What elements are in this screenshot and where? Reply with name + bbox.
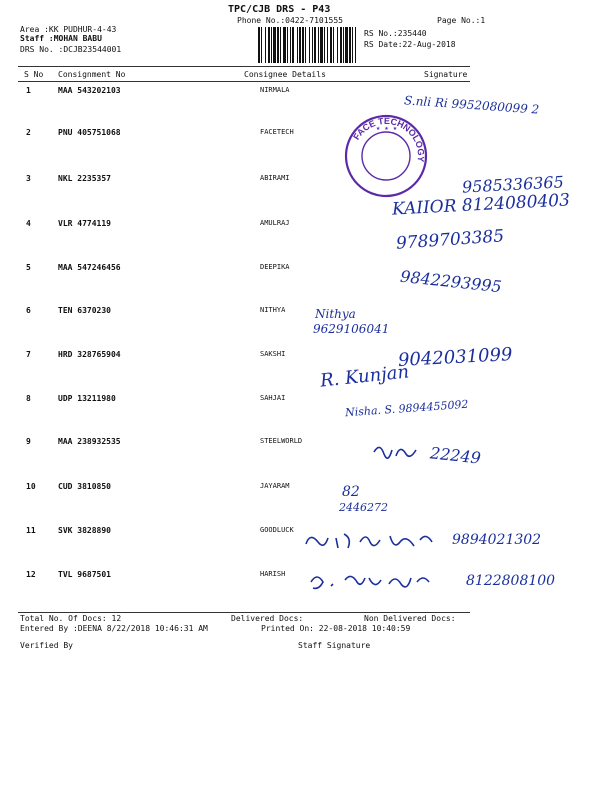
printed-on: Printed On: 22-08-2018 10:40:59 — [261, 624, 411, 633]
signature-row-9: 22249 — [429, 443, 482, 468]
barcode-bar — [355, 27, 356, 63]
barcode-bar — [273, 27, 276, 63]
signature-row-12: 8122808100 — [466, 573, 556, 589]
signature-row-8: Nisha. S. 9894455092 — [344, 397, 469, 420]
company-stamp — [342, 112, 430, 200]
row-consignee: JAYARAM — [260, 482, 290, 490]
stamp-text: FACE TECHNOLOGY — [351, 115, 427, 163]
barcode-bar — [299, 27, 301, 63]
rs-date: RS Date:22-Aug-2018 — [364, 40, 456, 49]
row-consignee: DEEPIKA — [260, 263, 290, 271]
row-sno: 12 — [26, 570, 36, 579]
barcode-bar — [343, 27, 344, 63]
barcode-bar — [333, 27, 334, 63]
signature-scribble-row-9 — [370, 438, 430, 468]
table-row — [18, 482, 470, 524]
document-title: TPC/CJB DRS - P43 — [228, 4, 331, 15]
total-docs: Total No. Of Docs: 12 — [20, 614, 122, 623]
page-number: Page No.:1 — [437, 16, 486, 25]
signature-row-10b: 2446272 — [339, 501, 388, 514]
row-consignment: SVK 3828890 — [58, 526, 111, 535]
row-sno: 9 — [26, 437, 31, 446]
phone-number: Phone No.:0422-7101555 — [237, 16, 343, 25]
barcode-bar — [340, 27, 342, 63]
row-consignee: HARISH — [260, 570, 286, 578]
row-consignment: PNU 405751068 — [58, 128, 121, 137]
header-bottom-rule — [18, 81, 470, 82]
barcode-bar — [271, 27, 272, 63]
row-consignment: TEN 6370230 — [58, 306, 111, 315]
row-sno: 1 — [26, 86, 31, 95]
rs-number: RS No.:235440 — [364, 29, 427, 38]
row-sno: 7 — [26, 350, 31, 359]
barcode-bar — [292, 27, 294, 63]
barcode-bar — [320, 27, 323, 63]
barcode-bar — [345, 27, 348, 63]
col-sno: S No — [24, 70, 44, 79]
signature-scribble-row-11 — [300, 528, 450, 556]
row-consignee: AMULRAJ — [260, 219, 290, 227]
entered-by: Entered By :DEENA 8/22/2018 10:46:31 AM — [20, 624, 208, 633]
barcode-bar — [277, 27, 279, 63]
signature-row-7a: 9042031099 — [397, 344, 514, 371]
verified-by: Verified By — [20, 641, 73, 650]
row-sno: 5 — [26, 263, 31, 272]
col-consignment: Consignment No — [58, 70, 126, 79]
drs-number: DRS No. :DCJB23544001 — [20, 45, 122, 54]
staff-label: Staff :MOHAN BABU — [20, 34, 102, 43]
barcode-bar — [265, 27, 266, 63]
barcode-bar — [287, 27, 288, 63]
table-row — [18, 306, 470, 348]
barcode-bar — [352, 27, 353, 63]
row-consignment: MAA 547246456 — [58, 263, 121, 272]
barcode-bar — [309, 27, 310, 63]
col-signature: Signature — [424, 70, 468, 79]
barcode-bar — [297, 27, 298, 63]
row-consignment: TVL 9687501 — [58, 570, 111, 579]
signature-row-10a: 82 — [342, 484, 360, 500]
signature-row-7b: R. Kunjan — [319, 361, 410, 392]
signature-row-4: 9789703385 — [395, 226, 505, 254]
barcode-bar — [290, 27, 291, 63]
barcode-bar — [324, 27, 325, 63]
barcode-bar — [280, 27, 281, 63]
barcode-bar — [305, 27, 306, 63]
row-sno: 8 — [26, 394, 31, 403]
signature-row-11: 9894021302 — [452, 532, 542, 548]
row-consignment: UDP 13211980 — [58, 394, 116, 403]
row-consignee: NIRMALA — [260, 86, 290, 94]
row-consignment: HRD 328765904 — [58, 350, 121, 359]
staff-signature: Staff Signature — [298, 641, 371, 650]
row-sno: 10 — [26, 482, 36, 491]
barcode-bar — [268, 27, 270, 63]
signature-row-1: S.nli Ri 9952080099 2 — [403, 93, 540, 117]
signature-row-3b: KAIIOR 8124080403 — [391, 190, 571, 220]
barcode-bar — [283, 27, 286, 63]
barcode-bar — [337, 27, 338, 63]
barcode-bar — [258, 27, 260, 63]
row-consignment: MAA 238932535 — [58, 437, 121, 446]
row-sno: 2 — [26, 128, 31, 137]
barcode-bar — [330, 27, 332, 63]
row-consignment: CUD 3810850 — [58, 482, 111, 491]
area-label: Area :KK PUDHUR-4-43 — [20, 25, 117, 34]
non-delivered-docs: Non Delivered Docs: — [364, 614, 456, 623]
row-consignee: SAHJAI — [260, 394, 286, 402]
row-sno: 3 — [26, 174, 31, 183]
row-sno: 11 — [26, 526, 36, 535]
delivered-docs: Delivered Docs: — [231, 614, 304, 623]
barcode-bar — [312, 27, 313, 63]
row-consignee: SAKSHI — [260, 350, 286, 358]
signature-scribble-row-12 — [305, 568, 465, 596]
barcode-bar — [261, 27, 262, 63]
signature-row-6a: Nithya — [315, 307, 356, 321]
row-consignment: MAA 543202103 — [58, 86, 121, 95]
row-consignee: ABIRAMI — [260, 174, 290, 182]
signature-row-5: 9842293995 — [399, 266, 503, 297]
row-consignee: FACETECH — [260, 128, 294, 136]
phone-row-3a: 9585336365 — [461, 172, 565, 197]
header-top-rule — [18, 66, 470, 67]
barcode-bar — [349, 27, 351, 63]
barcode-bar — [327, 27, 328, 63]
svg-text:★ ★ ★: ★ ★ ★ — [376, 124, 398, 132]
footer-top-rule — [18, 612, 470, 613]
signature-row-6b: 9629106041 — [313, 322, 390, 336]
row-consignment: NKL 2235357 — [58, 174, 111, 183]
barcode-bar — [302, 27, 304, 63]
row-consignee: NITHYA — [260, 306, 286, 314]
col-consignee: Consignee Details — [244, 70, 326, 79]
barcode — [258, 27, 356, 63]
barcode-bar — [318, 27, 319, 63]
row-sno: 4 — [26, 219, 31, 228]
row-consignment: VLR 4774119 — [58, 219, 111, 228]
row-consignee: GOODLUCK — [260, 526, 294, 534]
row-sno: 6 — [26, 306, 31, 315]
barcode-bar — [314, 27, 316, 63]
row-consignee: STEELWORLD — [260, 437, 303, 445]
